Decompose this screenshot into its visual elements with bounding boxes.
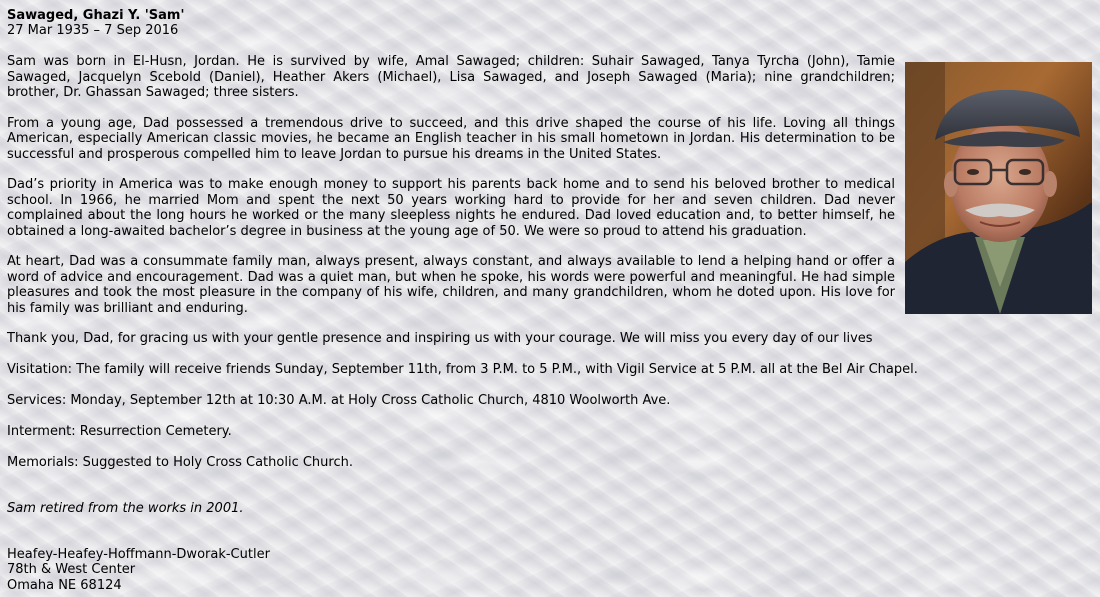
thanks-paragraph: Thank you, Dad, for gracing us with your gentle presence and inspiring us with your courage. We will miss you every day of our lives bbox=[7, 331, 873, 347]
portrait-photo-icon bbox=[905, 62, 1092, 314]
obituary-name: Sawaged, Ghazi Y. 'Sam' bbox=[7, 8, 185, 23]
drive-paragraph: From a young age, Dad possessed a tremendous drive to succeed, and this drive shaped the course of his life. Loving all things American, especially American classic movies, he became an English teacher in his small hometown in Jordan. His determination to be successful and prosperous compelled him to leave Jordan to pursue his dreams in the United States. bbox=[7, 115, 895, 162]
bio-paragraph: Sam was born in El-Husn, Jordan. He is survived by wife, Amal Sawaged; children: Suhair Sawaged, Tanya Tyrcha (John), Tamie Sawaged, Jacquelyn Scebold (Daniel), Heather Akers (Michael), Lisa Sawaged, and Joseph Sawaged (Maria); nine grandchildren; brother, Dr. Ghassan Sawaged; three sisters. bbox=[7, 54, 895, 101]
america-paragraph: Dad’s priority in America was to make enough money to support his parents back home and to send his beloved brother to medical school. In 1966, he married Mom and spent the next 50 years working hard to provide for her and seven children. Dad never complained about the long hours he worked or the many sleepless nights he endured. Dad loved education and, to better himself, he obtained a long-awaited bachelor’s degree in business at the young age of 50. We were so proud to attend his graduation. bbox=[7, 177, 895, 239]
spacer bbox=[7, 39, 1093, 54]
spacer bbox=[7, 485, 1093, 500]
retired-note: Sam retired from the works in 2001. bbox=[7, 500, 244, 516]
funeral-home-city: Omaha NE 68124 bbox=[7, 577, 122, 593]
portrait-photo bbox=[905, 62, 1092, 314]
visitation-paragraph: Visitation: The family will receive friends Sunday, September 11th, from 3 P.M. to 5 P.M., with Vigil Service at 5 P.M. all at the Bel Air Chapel. bbox=[7, 362, 918, 378]
interment-paragraph: Interment: Resurrection Cemetery. bbox=[7, 423, 232, 439]
funeral-home-name: Heafey-Heafey-Hoffmann-Dworak-Cutler bbox=[7, 547, 270, 563]
funeral-home-street: 78th & West Center bbox=[7, 562, 136, 578]
obituary bbox=[7, 8, 1093, 593]
spacer bbox=[7, 532, 1093, 547]
services-paragraph: Services: Monday, September 12th at 10:30 A.M. at Holy Cross Catholic Church, 4810 Woolworth Ave. bbox=[7, 393, 671, 409]
funeral-home-address bbox=[7, 547, 1093, 593]
family-paragraph: At heart, Dad was a consummate family man, always present, always constant, and always available to lend a helping hand or offer a word of advice and encouragement. Dad was a quiet man, but when he spoke, his words were powerful and meaningful. He had simple pleasures and took the most pleasure in the company of his wife, children, and many grandchildren, whom he doted upon. His love for his family was brilliant and enduring. bbox=[7, 254, 895, 316]
life-dates: 27 Mar 1935 – 7 Sep 2016 bbox=[7, 23, 179, 39]
memorials-paragraph: Memorials: Suggested to Holy Cross Catholic Church. bbox=[7, 454, 353, 470]
